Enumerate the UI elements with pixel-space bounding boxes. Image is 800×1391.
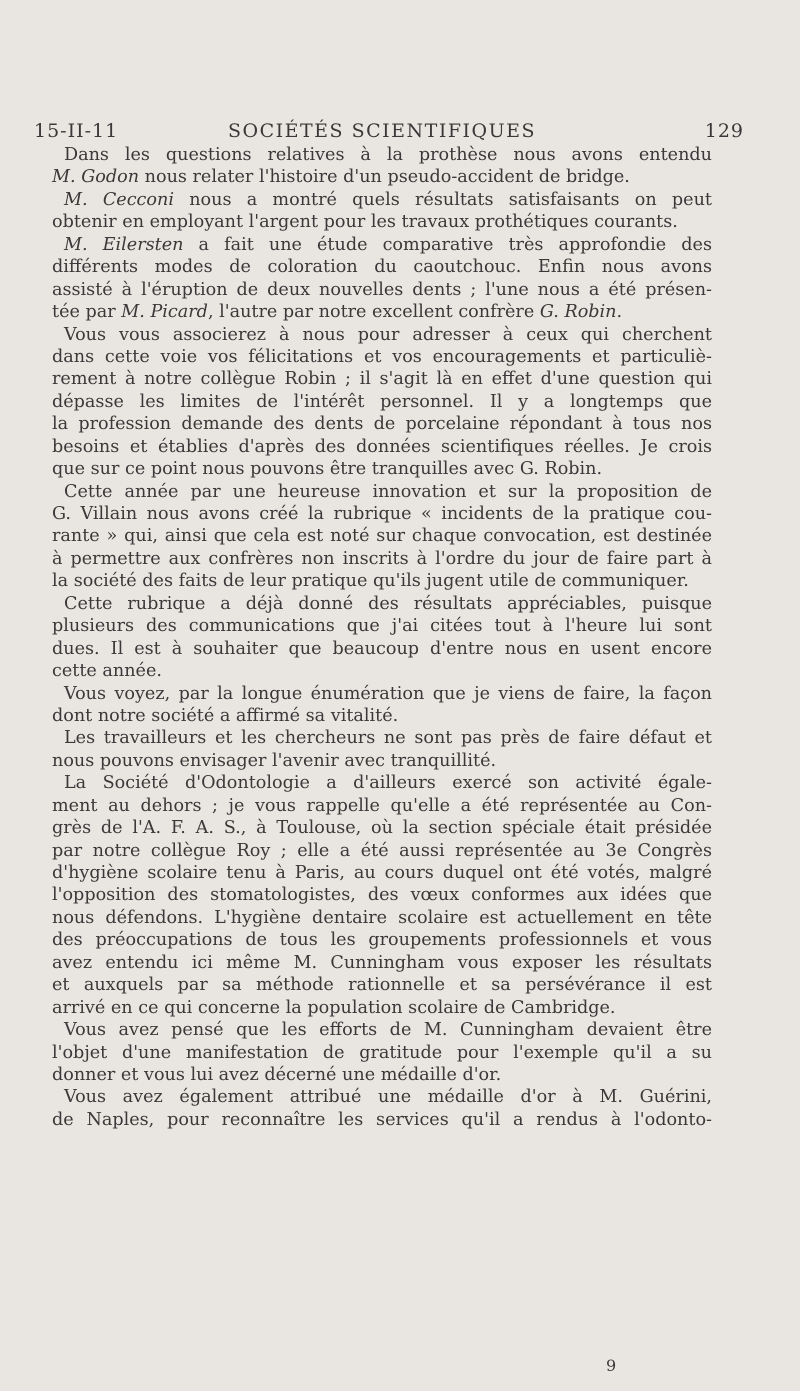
text-line: grès de l'A. F. A. S., à Toulouse, où la section spéciale était présidée [52,818,712,839]
text-line: d'hygiène scolaire tenu à Paris, au cours duquel ont été votés, malgré [52,863,712,883]
person-name: M. Picard [121,302,208,323]
text-line: M. Eilersten a fait une étude comparative très approfondie des [64,234,712,255]
text-line: et auxquels par sa méthode rationnelle et sa persévérance il est [52,975,712,996]
signature-mark: 9 [606,1356,617,1375]
text-line: dans cette voie vos félicitations et vos encouragements et particuliè- [52,346,712,367]
text-line: par notre collègue Roy ; elle a été aussi représentée au 3e Congrès [52,840,712,861]
text-line: dépasse les limites de l'intérêt personnel. Il y a longtemps que [52,391,712,412]
text-line: assisté à l'éruption de deux nouvelles dents ; l'une nous a été présen- [52,279,712,300]
text-line: Vous avez également attribué une médaille d'or à M. Guérini, [64,1087,712,1108]
text-line: Cette rubrique a déjà donné des résultats appréciables, puisque [64,593,712,614]
text-line: arrivé en ce qui concerne la population scolaire de Cambridge. [52,997,616,1018]
person-name: M. Eilersten [64,234,184,255]
header-title: SOCIÉTÉS SCIENTIFIQUES [228,120,536,142]
text-line: différents modes de coloration du caoutchouc. Enfin nous avons [52,257,712,278]
text-line: des préoccupations de tous les groupements professionnels et vous [52,930,712,951]
text-line: Vous avez pensé que les efforts de M. Cunningham devaient être [64,1020,712,1041]
text-line: M. Godon nous relater l'histoire d'un pseudo-accident de bridge. [52,167,630,188]
text-line: cette année. [52,661,162,682]
body-text [52,144,712,1131]
text-line: besoins et établies d'après des données scientifiques réelles. Je crois [52,436,712,457]
page-number: 129 [704,120,744,142]
text-line: M. Cecconi nous a montré quels résultats satisfaisants on peut [64,189,712,210]
text-line: La Société d'Odontologie a d'ailleurs exercé son activité égale- [64,773,712,794]
text-line: la profession demande des dents de porcelaine répondant à tous nos [52,414,712,435]
text-line: G. Villain nous avons créé la rubrique « incidents de la pratique cou- [52,504,712,524]
text-line: tée par M. Picard, l'autre par notre excellent confrère G. Robin. [52,302,623,323]
text-line: nous pouvons envisager l'avenir avec tranquillité. [52,750,497,771]
text-line: Cette année par une heureuse innovation et sur la proposition de [64,481,712,502]
text-line: Vous voyez, par la longue énumération que je viens de faire, la façon [64,683,712,704]
person-name: G. Robin. [539,302,623,323]
text-line: de Naples, pour reconnaître les services qu'il a rendus à l'odonto- [52,1109,712,1130]
text-line: l'objet d'une manifestation de gratitude pour l'exemple qu'il a su [52,1042,712,1063]
text-line: à permettre aux confrères non inscrits à l'ordre du jour de faire part à [52,548,712,569]
person-name: M. Godon [52,167,140,188]
text-line: nous défendons. L'hygiène dentaire scolaire est actuellement en tête [52,907,712,928]
text-line: plusieurs des communications que j'ai citées tout à l'heure lui sont [52,616,712,637]
text-line: donner et vous lui avez décerné une médaille d'or. [52,1064,502,1085]
text-line: que sur ce point nous pouvons être tranquilles avec G. Robin. [52,459,603,480]
person-name: M. Cecconi [64,189,174,210]
text-line: Dans les questions relatives à la prothèse nous avons entendu [64,145,712,165]
text-line: avez entendu ici même M. Cunningham vous exposer les résultats [52,952,712,973]
text-line: rement à notre collègue Robin ; il s'agit là en effet d'une question qui [52,369,712,390]
text-line: ment au dehors ; je vous rappelle qu'elle a été représentée au Con- [52,795,712,816]
text-line: la société des faits de leur pratique qu'ils jugent utile de communiquer. [52,571,689,592]
text-line: l'opposition des stomatologistes, des vœux conformes aux idées que [52,885,712,906]
text-line: Vous vous associerez à nous pour adresser à ceux qui cherchent [64,324,712,345]
header-date: 15-II-11 [34,120,119,142]
text-line: dues. Il est à souhaiter que beaucoup d'entre nous en usent encore [52,638,712,659]
text-line: Les travailleurs et les chercheurs ne sont pas près de faire défaut et [64,728,712,749]
text-line: dont notre société a affirmé sa vitalité. [52,705,399,726]
text-line: rante » qui, ainsi que cela est noté sur chaque convocation, est destinée [52,526,712,547]
text-line: obtenir en employant l'argent pour les travaux prothétiques courants. [52,212,678,233]
